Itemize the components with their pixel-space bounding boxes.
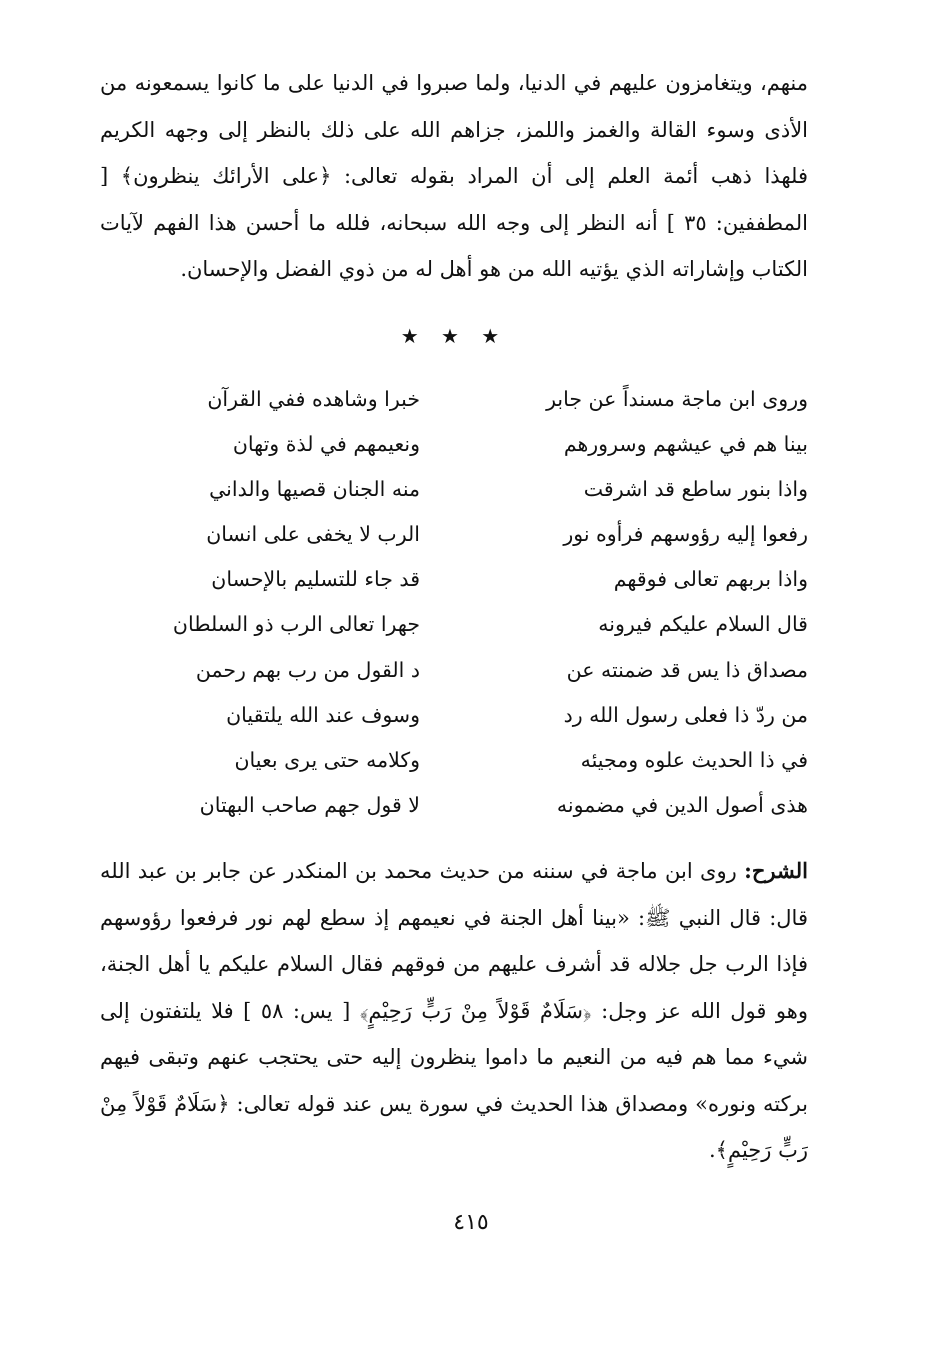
page-body [100,60,808,1174]
poem-verse [100,377,808,422]
verse-second-hemistich: وسوف عند الله يلتقيان [226,702,420,727]
intro-paragraph: منهم، ويتغامزون عليهم في الدنيا، ولما صبروا في الدنيا على ما كانوا يسمعونه من الأذى وسوء القالة والغمز واللمز، جزاهم الله على ذلك بالنظر إلى وجهه الكريم فلهذا ذهب أئمة العلم إلى أن المراد بقوله تعالى: ﴿على الأرائك ينظرون﴾ [ المطففين: ٣٥ ] أنه النظر إلى وجه الله سبحانه، فلله ما أحسن هذا الفهم لآيات الكتاب وإشاراته الذي يؤتيه الله من هو أهل له من ذوي الفضل والإحسان. [100,71,808,281]
verse-first-hemistich: قال السلام عليكم فيرونه [598,612,808,637]
verse-second-hemistich: وكلامه حتى يرى بعيان [234,748,420,772]
commentary-text: روى ابن ماجة في سننه من حديث محمد بن المنكدر عن جابر بن عبد الله قال: قال النبي ﷺ: «بينا أهل الجنة في نعيمهم إذ سطع لهم نور فرفعوا رؤوسهم فإذا الرب جل جلاله قد أشرف عليهم من فوقهم فقال السلام عليكم يا أهل الجنة، وهو قول الله عز وجل: ﴿سَلَامٌ قَوْلاً مِنْ رَبٍّ رَحِيْمٍ﴾ [ يس: ٥٨ ] فلا يلتفتون إلى شيء مما هم فيه من النعيم ما داموا ينظرون إليه حتى يحتجب عنهم وتبقى فيهم بركته ونوره» ومصداق هذا الحديث في سورة يس عند قوله تعالى: ﴿سَلَامٌ قَوْلاً مِنْ رَبٍّ رَحِيْمٍ﴾. [100,859,808,1163]
section-separator: ★ ★ ★ [400,323,508,348]
verse-second-hemistich: ونعيمهم في لذة وتهان [232,431,420,456]
poem-verse [100,557,808,602]
verse-first-hemistich: بينا هم في عيشهم وسرورهم [563,431,808,456]
poem-verse [100,738,808,783]
verse-second-hemistich: منه الجنان قصيها والداني [209,476,420,501]
verse-first-hemistich: وروى ابن ماجة مسنداً عن جابر [546,386,808,411]
poem-verse [100,783,808,828]
verse-first-hemistich: رفعوا إليه رؤوسهم فرأوه نور [563,522,808,547]
verse-first-hemistich: في ذا الحديث علوه ومجيئه [580,748,808,772]
poem-verse [100,693,808,738]
verse-second-hemistich: الرب لا يخفى على انسان [206,522,420,547]
poem-verse [100,422,808,467]
poem-verse [100,648,808,693]
page-number: ٤١٥ [453,1210,489,1235]
verse-second-hemistich: قد جاء للتسليم بالإحسان [211,567,420,592]
verse-first-hemistich: هذى أصول الدين في مضمونه [556,793,808,818]
verse-first-hemistich: من ردّ ذا فعلى رسول الله رد [563,702,808,727]
poem-verse [100,512,808,557]
poem [100,377,808,829]
verse-second-hemistich: جهرا تعالى الرب ذو السلطان [172,612,420,637]
verse-first-hemistich: واذا بنور ساطع قد اشرقت [583,476,808,501]
verse-first-hemistich: واذا بربهم تعالى فوقهم [613,567,808,592]
verse-second-hemistich: د القول من رب بهم رحمن [195,657,420,682]
poem-verse [100,602,808,647]
poem-verse [100,467,808,512]
verse-second-hemistich: لا قول جهم صاحب البهتان [199,793,420,818]
verse-first-hemistich: مصداق ذا يس قد ضمنته عن [566,657,808,682]
commentary-paragraph [100,848,808,1174]
verse-second-hemistich: خبرا وشاهده ففي القرآن [207,386,420,411]
commentary-label: الشرح: [744,858,808,884]
